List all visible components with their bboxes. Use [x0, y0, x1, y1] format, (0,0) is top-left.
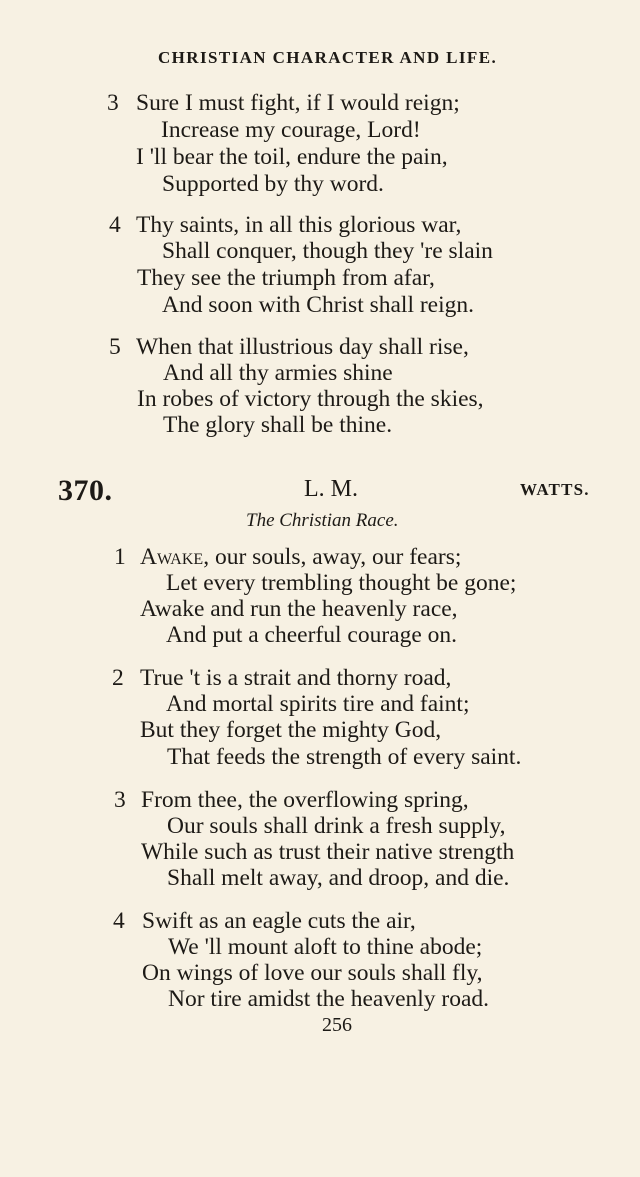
verse-line: The glory shall be thine.	[163, 412, 393, 438]
verse-line	[140, 546, 461, 570]
verse-line: We 'll mount aloft to thine abode;	[168, 934, 483, 960]
hymn-author: WATTS.	[520, 480, 590, 499]
verse-line: While such as trust their native strength	[141, 839, 515, 865]
verse-line: Thy saints, in all this glorious war,	[136, 212, 462, 238]
verse-line: And put a cheerful courage on.	[166, 622, 458, 648]
verse-line: Awake and run the heavenly race,	[140, 596, 458, 622]
verse-line: That feeds the strength of every saint.	[167, 744, 522, 770]
verse-line: And all thy armies shine	[163, 360, 393, 386]
verse-line: Increase my courage, Lord!	[161, 117, 421, 143]
verse-line-rest: , our souls, away, our fears;	[203, 544, 462, 570]
verse-line: Nor tire amidst the heavenly road.	[168, 986, 490, 1012]
verse-line: But they forget the mighty God,	[140, 717, 442, 743]
stanza-number: 4	[109, 212, 121, 238]
page-number: 256	[322, 1014, 352, 1036]
stanza-number: 4	[113, 908, 125, 934]
verse-line: Shall melt away, and droop, and die.	[167, 865, 510, 891]
stanza-number: 3	[114, 787, 126, 813]
verse-line: I 'll bear the toil, endure the pain,	[136, 144, 448, 170]
hymn-title: The Christian Race.	[246, 510, 399, 531]
verse-line: They see the triumph from afar,	[137, 265, 435, 291]
stanza-number: 5	[109, 334, 121, 360]
running-head: CHRISTIAN CHARACTER AND LIFE.	[158, 48, 498, 67]
verse-line: Our souls shall drink a fresh supply,	[167, 813, 506, 839]
verse-line: On wings of love our souls shall fly,	[142, 960, 483, 986]
verse-line: When that illustrious day shall rise,	[136, 334, 469, 360]
verse-line: Sure I must fight, if I would reign;	[136, 90, 460, 116]
verse-line: True 't is a strait and thorny road,	[140, 665, 452, 691]
verse-line: In robes of victory through the skies,	[137, 386, 484, 412]
verse-line: And soon with Christ shall reign.	[162, 292, 475, 318]
hymn-meter: L. M.	[304, 476, 358, 502]
stanza-number: 3	[107, 90, 119, 116]
stanza-number: 2	[112, 665, 124, 691]
verse-line: From thee, the overflowing spring,	[141, 787, 469, 813]
first-word: Awake	[140, 544, 204, 570]
verse-line: Swift as an eagle cuts the air,	[142, 908, 416, 934]
verse-line: Supported by thy word.	[162, 171, 384, 197]
hymn-number: 370.	[58, 474, 113, 507]
verse-line: Let every trembling thought be gone;	[166, 570, 517, 596]
stanza-number: 1	[114, 544, 126, 570]
verse-line: Shall conquer, though they 're slain	[162, 238, 493, 264]
verse-line: And mortal spirits tire and faint;	[166, 691, 470, 717]
